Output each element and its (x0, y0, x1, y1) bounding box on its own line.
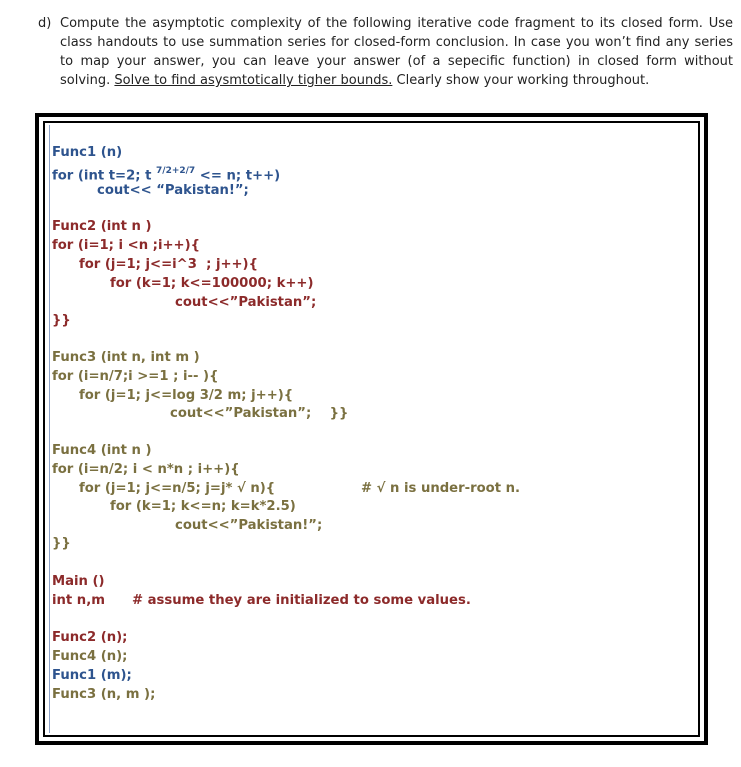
question-body: Compute the asymptotic complexity of the following iterative code fragment to its closed form. Use class handouts to use summation series for closed-form conclusion. In case you won’t find any series to map your answer, you can leave your answer (of a sepecific function) in closed form without solving. (60, 16, 733, 88)
question-block (38, 14, 733, 90)
question-text (60, 14, 733, 90)
main-call-func4: Func4 (n); (52, 649, 128, 664)
func2-header: Func2 (int n ) (52, 219, 152, 234)
func1-loop-exponent: 7/2+2/7 (156, 166, 196, 176)
func4-body: cout<<”Pakistan!”; (175, 518, 323, 533)
main-call-func3: Func3 (n, m ); (52, 687, 156, 702)
func4-loop-j: for (j=1; j<=n/5; j=j* √ n){ (79, 481, 276, 496)
func4-close: }} (52, 536, 71, 551)
func1-loop-post: <= n; t++) (195, 168, 281, 184)
question-label: d) (38, 16, 52, 31)
code-frame (35, 113, 708, 745)
func3-header: Func3 (int n, int m ) (52, 350, 200, 365)
func1-loop (52, 164, 280, 184)
func3-body: cout<<”Pakistan”; }} (170, 406, 349, 421)
func4-loop-i: for (i=n/2; i < n*n ; i++){ (52, 462, 240, 477)
func2-loop-j: for (j=1; j<=i^3 ; j++){ (79, 257, 258, 272)
func4-header: Func4 (int n ) (52, 443, 152, 458)
func4-comment: # √ n is under-root n. (361, 481, 521, 496)
func1-header: Func1 (n) (52, 145, 123, 160)
func1-loop-pre: for (int t=2; t (52, 168, 157, 184)
func4-loop-k: for (k=1; k<=n; k=k*2.5) (110, 499, 296, 514)
func2-close: }} (52, 313, 71, 328)
func2-body: cout<<”Pakistan”; (175, 295, 317, 310)
func3-loop-i: for (i=n/7;i >=1 ; i-- ){ (52, 369, 219, 384)
func2-loop-i: for (i=1; i <n ;i++){ (52, 238, 200, 253)
main-header: Main () (52, 574, 105, 589)
func3-loop-j: for (j=1; j<=log 3/2 m; j++){ (79, 388, 294, 403)
func2-loop-k: for (k=1; k<=100000; k++) (110, 276, 314, 291)
main-call-func2: Func2 (n); (52, 630, 128, 645)
main-decl: int n,m (52, 593, 105, 608)
code-frame-inner (43, 121, 700, 737)
question-tail: Clearly show your working throughout. (396, 73, 650, 88)
main-comment: # assume they are initialized to some values. (132, 593, 471, 608)
code-area (49, 125, 696, 733)
func1-body: cout<< “Pakistan!”; (97, 183, 249, 198)
main-call-func1: Func1 (m); (52, 668, 132, 683)
question-underlined: Solve to find asysmtotically tigher bounds. (114, 73, 393, 88)
